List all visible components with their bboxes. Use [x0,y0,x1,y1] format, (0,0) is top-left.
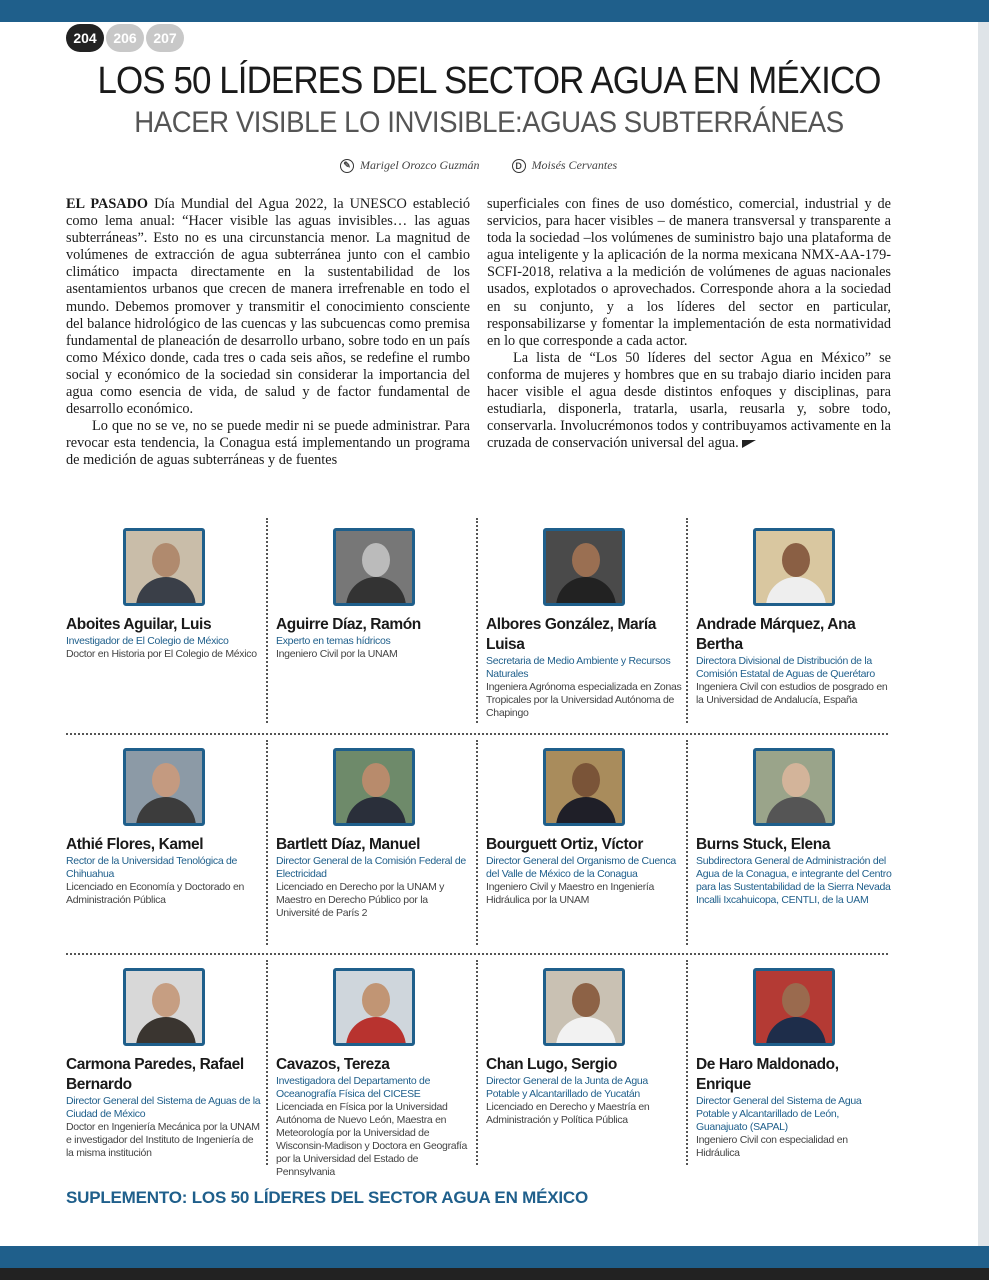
leader-description: Doctor en Ingeniería Mecánica por la UNAM e investigador del Instituto de Ingeniería de la misma institución [66,1121,260,1159]
row-divider [66,733,888,735]
supplement-footer: SUPLEMENTO: LOS 50 LÍDERES DEL SECTOR AGUA EN MÉXICO [66,1188,589,1207]
article-paragraph: EL PASADO Día Mundial del Agua 2022, la UNESCO estableció como lema anual: “Hacer visible las aguas invisibles… las aguas subterráneas”. Esto no es una circunstancia menor. La magnitud de volúmenes de extracción de agua subterránea junto con el cambio climático impacta directamente en la sustentabilidad de los asentamientos urbanos que crecen de manera irrefrenable en todo el mundo. Debemos promover y transmitir el conocimiento consciente del balance hidrológico de las cuencas y las subcuencas como premisa fundamental de planeación de desarrollo urbano, sobre todo en un país como México donde, cada tres o cada seis años, se redefine el rumbo social y económico de la sociedad sin considerar la importancia del agua como esencia de vida, de salud y de factor fundamental de desarrollo económico. [66,196,470,418]
leader-photo [543,528,625,606]
leader-description: Ingeniero Civil por la UNAM [276,648,398,660]
column-divider [476,518,478,723]
leader-photo [333,968,415,1046]
end-mark-icon [742,440,756,448]
leader-name: Bourguett Ortiz, Víctor [486,836,643,853]
leader-photo [543,968,625,1046]
leader-card[interactable] [276,748,472,920]
leader-description: Licenciado en Economía y Doctorado en Administración Pública [66,881,245,906]
author-name: Marigel Orozco Guzmán [360,158,480,172]
leader-name: Athié Flores, Kamel [66,836,204,853]
leader-role: Subdirectora General de Administración del Agua de la Conagua, e integrante del Centro para las Sustentabilidad de la Sierra Nevada Incalli Ixcahuicopa, CENTLI, de la UAM [696,855,892,906]
column-divider [266,740,268,945]
leader-name: Albores González, María Luisa [486,616,656,653]
leader-card[interactable] [276,968,472,1179]
leader-photo [543,748,625,826]
page-edge [978,22,989,1246]
leader-card[interactable] [486,528,682,720]
leader-description: Ingeniera Civil con estudios de posgrado en la Universidad de Andalucía, España [696,681,888,706]
page-numbers [66,24,184,52]
leader-name: Burns Stuck, Elena [696,836,831,853]
bottom-frame-bar [0,1246,989,1280]
leader-name: Carmona Paredes, Rafael Bernardo [66,1056,244,1093]
column-divider [266,518,268,723]
leader-card[interactable] [66,748,262,907]
design-icon: D [512,159,526,173]
leader-role: Investigador de El Colegio de México [66,635,229,647]
leader-photo [123,528,205,606]
leader-description: Licenciado en Derecho y Maestría en Administración y Política Pública [486,1101,650,1126]
leader-photo [753,748,835,826]
column-divider [686,518,688,723]
leader-card[interactable] [696,968,892,1160]
credits [340,158,617,173]
column-divider [686,740,688,945]
leader-role: Director General de la Junta de Agua Potable y Alcantarillado de Yucatán [486,1075,648,1100]
leader-description: Doctor en Historia por El Colegio de México [66,648,257,660]
leader-card[interactable] [486,748,682,907]
leader-card[interactable] [276,528,472,661]
leader-description: Ingeniera Agrónoma especializada en Zonas Tropicales por la Universidad Autónoma de Chapingo [486,681,682,719]
pen-icon: ✎ [340,159,354,173]
page-number[interactable]: 207 [146,24,184,52]
page-number-current[interactable]: 204 [66,24,104,52]
leader-photo [333,528,415,606]
article-lead: EL PASADO [66,196,149,212]
leader-role: Director General del Sistema de Aguas de la Ciudad de México [66,1095,261,1120]
leader-name: Aguirre Díaz, Ramón [276,616,421,633]
column-divider [266,960,268,1165]
leader-card[interactable] [66,968,262,1160]
leader-photo [753,968,835,1046]
leader-role: Rector de la Universidad Tenológica de Chihuahua [66,855,238,880]
leader-card[interactable] [696,748,892,907]
designer-name: Moisés Cervantes [531,158,618,172]
leader-description: Ingeniero Civil y Maestro en Ingeniería Hidráulica por la UNAM [486,881,655,906]
article-paragraph: Lo que no se ve, no se puede medir ni se puede administrar. Para revocar esta tendencia, la Conagua está implementando un programa de medición de aguas subterráneas y de fuentes [66,418,470,469]
leader-photo [333,748,415,826]
leader-name: Andrade Márquez, Ana Bertha [696,616,856,653]
leader-photo [123,748,205,826]
leader-card[interactable] [696,528,892,707]
top-frame-bar [0,0,989,22]
page-number[interactable]: 206 [106,24,144,52]
leader-name: Bartlett Díaz, Manuel [276,836,421,853]
leader-role: Directora Divisional de Distribución de la Comisión Estatal de Aguas de Querétaro [696,655,875,680]
leader-role: Investigadora del Departamento de Oceanografía Física del CICESE [276,1075,431,1100]
page-title: LOS 50 LÍDERES DEL SECTOR AGUA EN MÉXICO [97,60,881,102]
row-divider [66,953,888,955]
column-divider [686,960,688,1165]
leader-role: Director General de la Comisión Federal de Electricidad [276,855,466,880]
leader-description: Licenciada en Física por la Universidad Autónoma de Nuevo León, Maestra en Meteorología por la Universidad de Wisconsin-Madison y Doctora en Geografía por la Universidad del Estado de Pennsylvania [276,1101,468,1178]
leader-role: Experto en temas hídricos [276,635,391,647]
leader-name: Aboites Aguilar, Luis [66,616,212,633]
page-subtitle: HACER VISIBLE LO INVISIBLE:AGUAS SUBTERRÁNEAS [134,106,844,139]
leader-name: Cavazos, Tereza [276,1056,390,1073]
leader-description: Licenciado en Derecho por la UNAM y Maestro en Derecho Público por la Université de París 2 [276,881,445,919]
leader-photo [753,528,835,606]
leader-role: Director General del Organismo de Cuenca del Valle de México de la Conagua [486,855,676,880]
article-column-left [66,196,470,470]
column-divider [476,960,478,1165]
leader-name: Chan Lugo, Sergio [486,1056,617,1073]
article-paragraph: superficiales con fines de uso doméstico, comercial, industrial y de servicios, para hacer visibles – de manera transversal y transparente a toda la sociedad –los volúmenes de suministro bajo una plataforma de agua inteligente y la aplicación de la norma mexicana NMX-AA-179-SCFI-2018, relativa a la medición de volúmenes de aguas nacionales usados, explotados o aprovechados. Corresponde ahora a la sociedad en su conjunto, y a los líderes del sector en particular, responsabilizarse y fomentar la implementación de esta normatividad en lo que corresponde a cada actor. [487,196,891,349]
article-column-right [487,196,891,452]
leader-description: Ingeniero Civil con especialidad en Hidráulica [696,1134,848,1159]
leader-name: De Haro Maldonado, Enrique [696,1056,839,1093]
column-divider [476,740,478,945]
article-paragraph: La lista de “Los 50 líderes del sector Agua en México” se conforma de mujeres y hombres que en su trabajo diario inciden para hacer visible el agua desde distintos enfoques y disciplinas, para estudiarla, disponerla, tratarla, usarla, reusarla y, sobre todo, conservarla. Involucrémonos todos y contribuyamos activamente en la cruzada de conservación universal del agua. [487,349,891,452]
leader-card[interactable] [486,968,682,1127]
leader-role: Secretaria de Medio Ambiente y Recursos Naturales [486,655,671,680]
leader-photo [123,968,205,1046]
leader-role: Director General del Sistema de Agua Potable y Alcantarillado de León, Guanajuato (SAPAL) [696,1095,862,1133]
leader-card[interactable] [66,528,262,661]
